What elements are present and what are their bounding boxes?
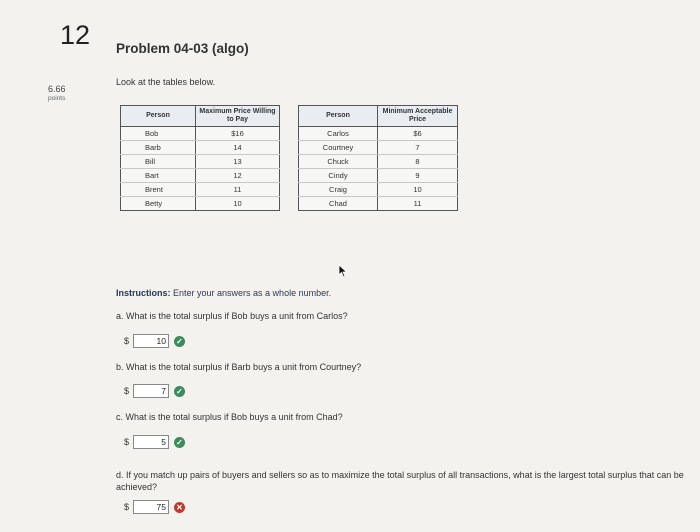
buyers-header-price: Maximum Price Willing to Pay (196, 106, 280, 127)
table-row (299, 197, 458, 211)
seller-price: 9 (378, 169, 458, 183)
currency-symbol: $ (124, 502, 130, 512)
answer-d-row (124, 500, 185, 514)
buyer-name: Betty (121, 197, 196, 211)
answer-b-row (124, 384, 185, 398)
seller-price: 11 (378, 197, 458, 211)
currency-symbol: $ (124, 386, 130, 396)
answer-b-input[interactable]: 7 (133, 384, 169, 398)
buyer-price: 13 (196, 155, 280, 169)
answer-a-input[interactable]: 10 (133, 334, 169, 348)
x-icon: ✕ (174, 502, 185, 513)
seller-name: Cindy (299, 169, 378, 183)
table-row (299, 127, 458, 141)
table-row (121, 155, 280, 169)
table-row (299, 155, 458, 169)
answer-c-row (124, 435, 185, 449)
buyer-price: $16 (196, 127, 280, 141)
question-a-text: a. What is the total surplus if Bob buys a unit from Carlos? (116, 311, 348, 321)
currency-symbol: $ (124, 437, 130, 447)
intro-text: Look at the tables below. (116, 77, 216, 87)
question-number: 12 (60, 20, 91, 50)
table-row (299, 183, 458, 197)
seller-name: Carlos (299, 127, 378, 141)
buyer-name: Brent (121, 183, 196, 197)
table-row (299, 169, 458, 183)
currency-symbol: $ (124, 336, 130, 346)
buyer-name: Barb (121, 141, 196, 155)
seller-price: 7 (378, 141, 458, 155)
question-b-text: b. What is the total surplus if Barb buys a unit from Courtney? (116, 362, 362, 372)
instructions-label: Instructions: (116, 288, 171, 298)
table-row (121, 197, 280, 211)
buyer-price: 10 (196, 197, 280, 211)
seller-name: Craig (299, 183, 378, 197)
buyers-header-person: Person (121, 106, 196, 127)
check-icon: ✓ (174, 336, 185, 347)
seller-name: Courtney (299, 141, 378, 155)
answer-d-input[interactable]: 75 (133, 500, 169, 514)
answer-a-row (124, 334, 185, 348)
buyer-price: 12 (196, 169, 280, 183)
question-d-text: d. If you match up pairs of buyers and sellers so as to maximize the total surplus of all transactions, what is the largest total surplus that can be achieved? (116, 470, 684, 492)
points-value: 6.66 (48, 84, 66, 94)
sellers-header-person: Person (299, 106, 378, 127)
seller-name: Chad (299, 197, 378, 211)
seller-price: 10 (378, 183, 458, 197)
sellers-table (298, 105, 458, 211)
points-label: points (48, 95, 66, 102)
buyer-price: 11 (196, 183, 280, 197)
table-row (299, 141, 458, 155)
buyer-name: Bob (121, 127, 196, 141)
table-row (121, 141, 280, 155)
seller-price: 8 (378, 155, 458, 169)
instructions (116, 288, 331, 298)
problem-title: Problem 04-03 (algo) (116, 41, 249, 56)
mouse-cursor-icon (338, 264, 348, 278)
buyers-table (120, 105, 280, 211)
table-row (121, 169, 280, 183)
instructions-text: Enter your answers as a whole number. (170, 288, 332, 298)
seller-name: Chuck (299, 155, 378, 169)
table-row (121, 183, 280, 197)
table-row (121, 127, 280, 141)
check-icon: ✓ (174, 437, 185, 448)
answer-c-input[interactable]: 5 (133, 435, 169, 449)
sellers-header-price: Minimum Acceptable Price (378, 106, 458, 127)
buyer-name: Bart (121, 169, 196, 183)
question-c-text: c. What is the total surplus if Bob buys a unit from Chad? (116, 412, 343, 422)
buyer-price: 14 (196, 141, 280, 155)
check-icon: ✓ (174, 386, 185, 397)
buyer-name: Bill (121, 155, 196, 169)
seller-price: $6 (378, 127, 458, 141)
